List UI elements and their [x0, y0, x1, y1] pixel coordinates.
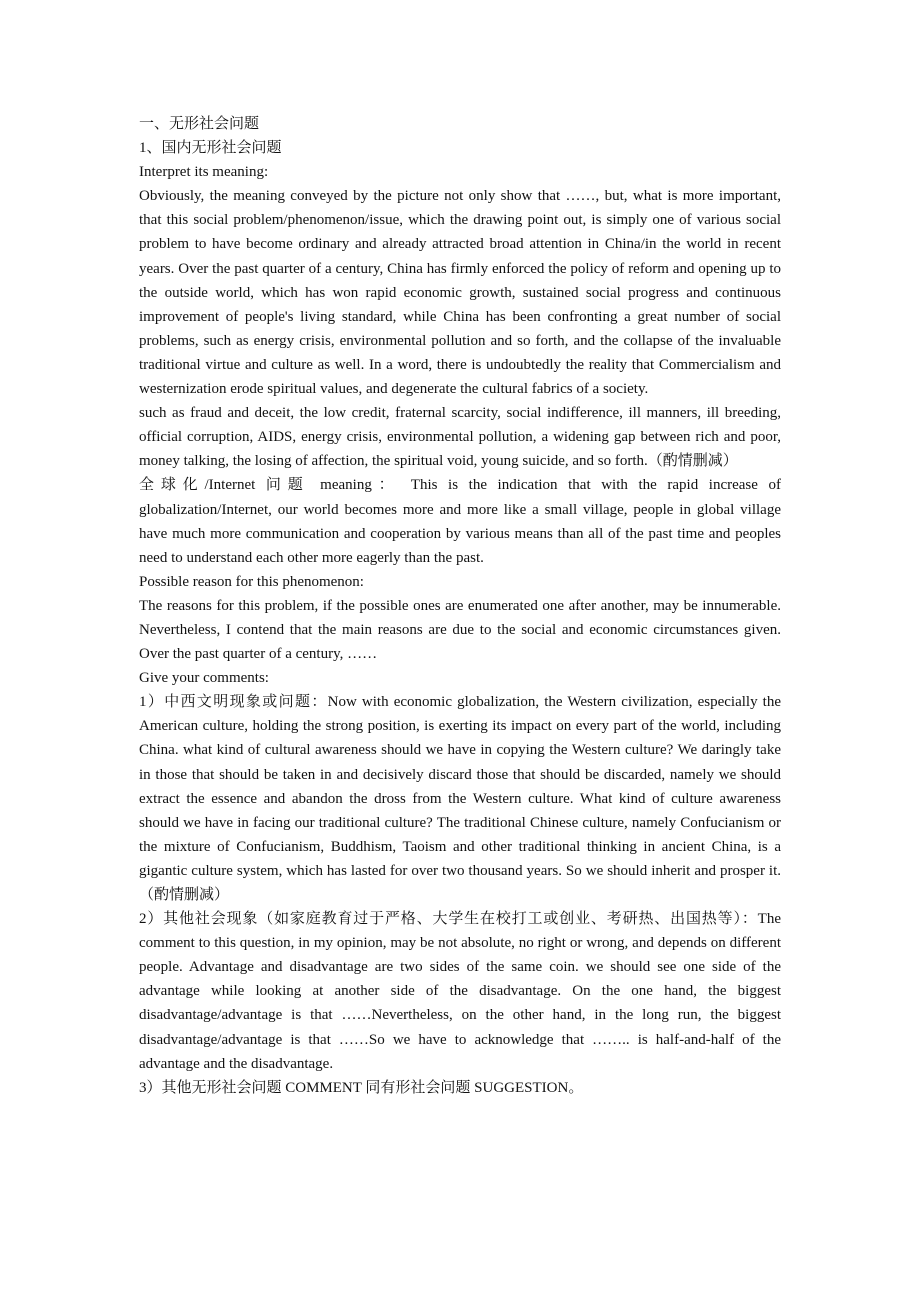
document-page [139, 112, 781, 1100]
comment-3-paragraph: 3）其他无形社会问题 COMMENT 同有形社会问题 SUGGESTION。 [139, 1079, 584, 1096]
examples-paragraph: such as fraud and deceit, the low credit, fraternal scarcity, social indifference, ill manners, ill breeding, official corruption, AIDS, energy crisis, environmental pollution, a widening gap between rich and poor, money talking, the losing of affection, the spiritual void, young suicide, and so forth.（酌情删减） [139, 405, 781, 470]
section-title: 一、无形社会问题 [139, 116, 260, 132]
interpret-paragraph: Obviously, the meaning conveyed by the picture not only show that ……, but, what is more important, that this social problem/phenomenon/issue, which the drawing point out, is simply one of various social problem to have become ordinary and already attracted broad attention in China/in the world in recent years. Over the past quarter of a century, China has firmly enforced the policy of reform and opening up to the outside world, which has won rapid economic growth, sustained social progress and continuous improvement of people's living standard, while China has been confronting a great number of social problems, such as energy crisis, environmental pollution and so forth, and the collapse of the invaluable traditional virtue and culture as well. In a word, there is undoubtedly the reality that Commercialism and westernization erode spiritual values, and degenerate the cultural fabrics of a society. [139, 188, 781, 398]
reason-paragraph: The reasons for this problem, if the possible ones are enumerated one after another, may be innumerable. Nevertheless, I contend that the main reasons are due to the social and economic circumstances given. Over the past quarter of a century, …… [139, 597, 781, 663]
comment-1-paragraph: 1）中西文明现象或问题：Now with economic globalization, the Western civilization, especially the American culture, holding the strong position, is exerting its impact on every part of the world, including China. what kind of cultural awareness should we have in copying the Western culture? We daringly take in those that should be taken in and decisively discard those that should be discarded, namely we should extract the essence and abandon the dross from the Western culture. What kind of culture awareness should we have in facing our traditional culture? The traditional Chinese culture, namely Confucianism or the mixture of Confucianism, Buddhism, Taoism and other traditional thinking in ancient China, is a gigantic culture system, which has lasted for over two thousand years. So we should inherit and prosper it.（酌情删减） [139, 694, 781, 903]
globalization-paragraph: 全球化/Internet 问题 meaning： This is the indication that with the rapid increase of globalization/Internet, our world becomes more and more like a small village, people in global village have much more communication and cooperation by various means than all of the past time and peoples need to understand each other more eagerly than the past. [139, 477, 781, 566]
reason-label: Possible reason for this phenomenon: [139, 573, 364, 590]
subsection-title: 1、国内无形社会问题 [139, 140, 282, 157]
comment-2-paragraph: 2）其他社会现象（如家庭教育过于严格、大学生在校打工或创业、考研热、出国热等）：The comment to this question, in my opinion, may be not absolute, no right or wrong, and depends on different people. Advantage and disadvantage are two sides of the same coin. we should see one side of the advantage while looking at another side of the disadvantage. On the one hand, the biggest disadvantage/advantage is that ……Nevertheless, on the other hand, in the long run, the biggest disadvantage/advantage is that ……So we have to acknowledge that …….. is half-and-half of the advantage and the disadvantage. [139, 911, 781, 1072]
comments-label: Give your comments: [139, 670, 269, 687]
interpret-label: Interpret its meaning: [139, 164, 269, 181]
